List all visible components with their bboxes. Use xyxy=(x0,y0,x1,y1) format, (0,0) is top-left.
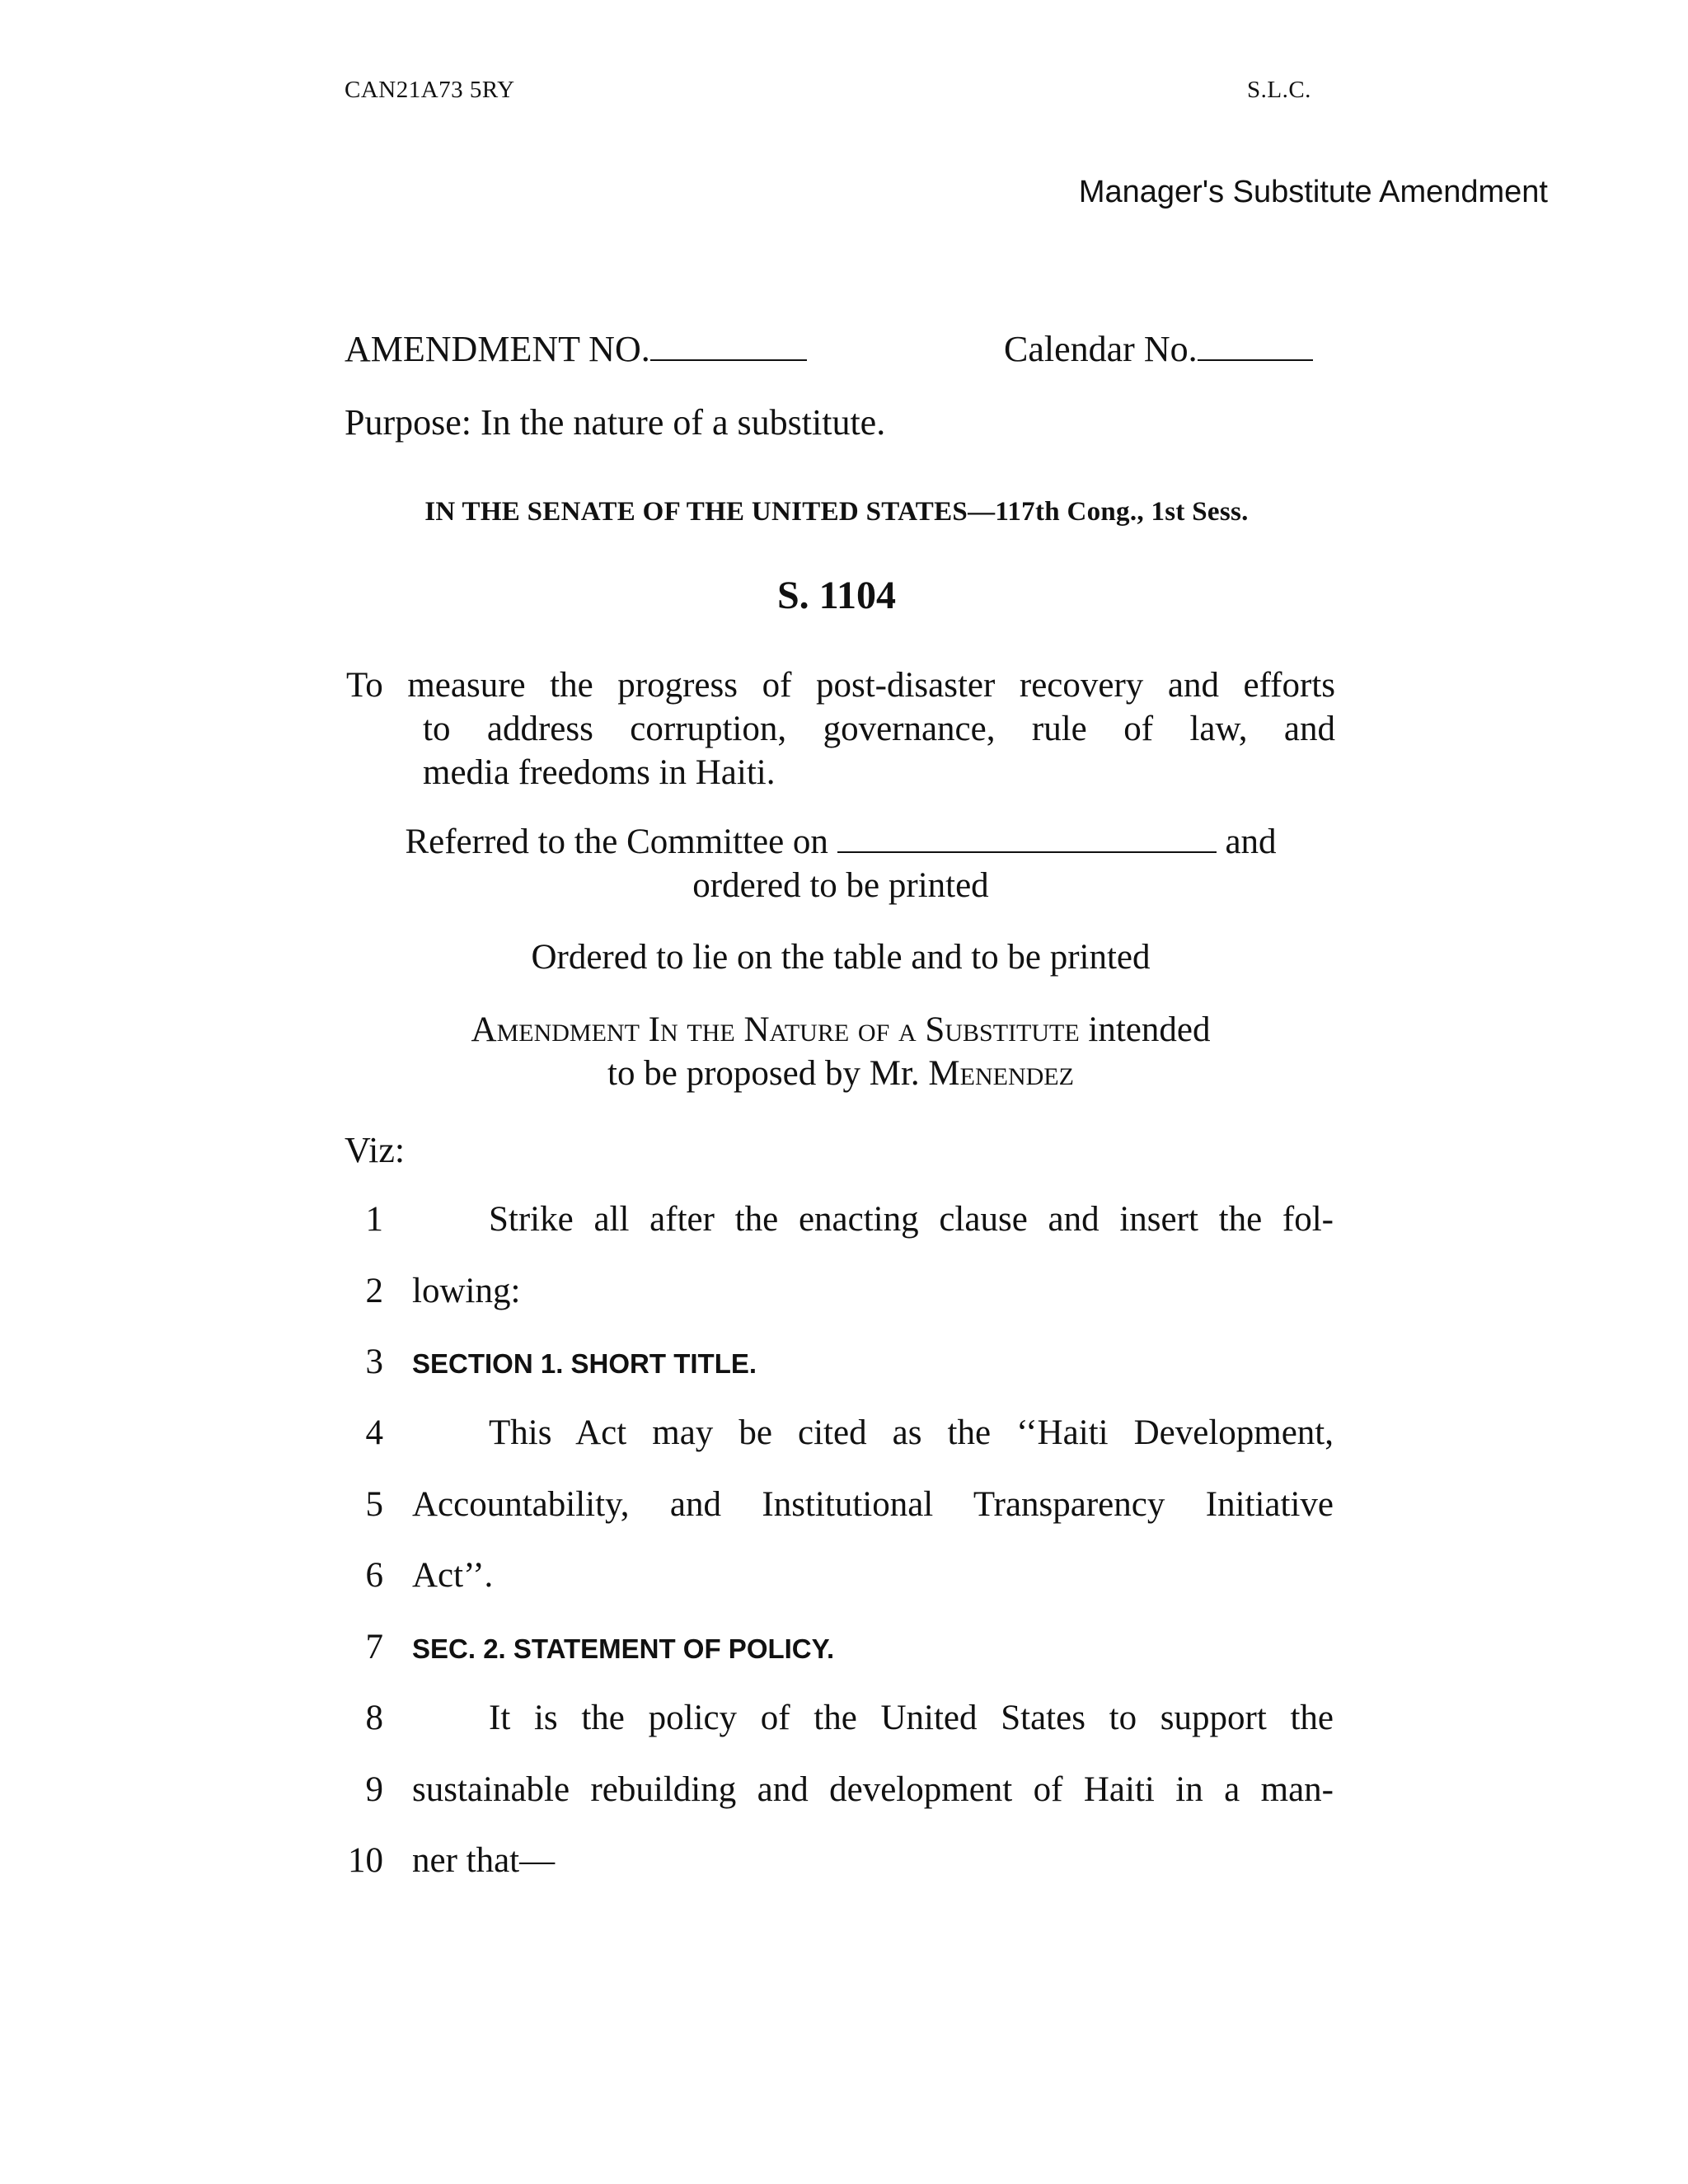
bill-text-line: Strike all after the enacting clause and insert the fol- xyxy=(489,1200,1334,1239)
ains-title: Amendment In the Nature of a Substitute xyxy=(471,1010,1080,1049)
line-number: 1 xyxy=(365,1200,383,1239)
amendment-number-label: AMENDMENT NO. xyxy=(345,329,650,369)
line-number: 10 xyxy=(348,1841,383,1880)
line-number: 8 xyxy=(365,1699,383,1737)
slc-marker: S.L.C. xyxy=(1247,77,1311,103)
referred-line-2: ordered to be printed xyxy=(692,866,989,905)
ordered-table-line: Ordered to lie on the table and to be printed xyxy=(531,938,1151,977)
line-number: 3 xyxy=(365,1343,383,1381)
referred-suffix: and xyxy=(1225,823,1277,861)
line-number: 2 xyxy=(365,1272,383,1310)
manager-note: Manager's Substitute Amendment xyxy=(1078,175,1548,209)
purpose: Purpose: In the nature of a substitute. xyxy=(345,402,886,443)
bill-text-line: sustainable rebuilding and development of Haiti in a man- xyxy=(412,1770,1334,1809)
bill-text-line: Act’’. xyxy=(412,1556,494,1595)
bill-title-line-1: To measure the progress of post-disaster recovery and efforts xyxy=(346,666,1335,705)
referred-line xyxy=(346,820,1335,907)
calendar-number-line xyxy=(1004,328,1313,370)
line-number: 9 xyxy=(365,1770,383,1809)
sponsor-name: Menendez xyxy=(928,1054,1074,1093)
bill-text-line: It is the policy of the United States to support the xyxy=(489,1699,1334,1737)
referred-prefix: Referred to the Committee on xyxy=(405,823,828,861)
bill-text-line: Accountability, and Institutional Transparency Initiative xyxy=(412,1485,1334,1524)
bill-text-line: ner that— xyxy=(412,1841,556,1880)
bill-text-line: This Act may be cited as the ‘‘Haiti Development, xyxy=(489,1413,1334,1452)
committee-blank xyxy=(837,851,1217,853)
amendment-number-blank xyxy=(650,359,807,361)
bill-number: S. 1104 xyxy=(776,574,897,617)
section-heading: SEC. 2. STATEMENT OF POLICY. xyxy=(412,1633,835,1664)
senate-session-line: IN THE SENATE OF THE UNITED STATES—117th Cong., 1st Sess. xyxy=(424,497,1249,527)
calendar-number-label: Calendar No. xyxy=(1004,329,1198,369)
amendment-number-line xyxy=(345,328,807,370)
bill-title xyxy=(346,663,1335,794)
line-number: 6 xyxy=(365,1556,383,1595)
line-number: 4 xyxy=(365,1413,383,1452)
line-number: 7 xyxy=(365,1628,383,1666)
bill-title-line-2: to address corruption, governance, rule of law, and xyxy=(423,710,1335,748)
bill-title-line-3: media freedoms in Haiti. xyxy=(423,753,776,792)
ains-block xyxy=(346,1008,1335,1095)
document-code: CAN21A73 5RY xyxy=(345,77,515,103)
bill-text-line: lowing: xyxy=(412,1272,521,1310)
line-number: 5 xyxy=(365,1485,383,1524)
viz-label: Viz: xyxy=(345,1130,406,1170)
ains-intended: intended xyxy=(1088,1010,1211,1049)
ains-proposed-by: to be proposed by Mr. xyxy=(607,1054,920,1093)
calendar-number-blank xyxy=(1198,359,1313,361)
section-heading: SECTION 1. SHORT TITLE. xyxy=(412,1348,757,1379)
